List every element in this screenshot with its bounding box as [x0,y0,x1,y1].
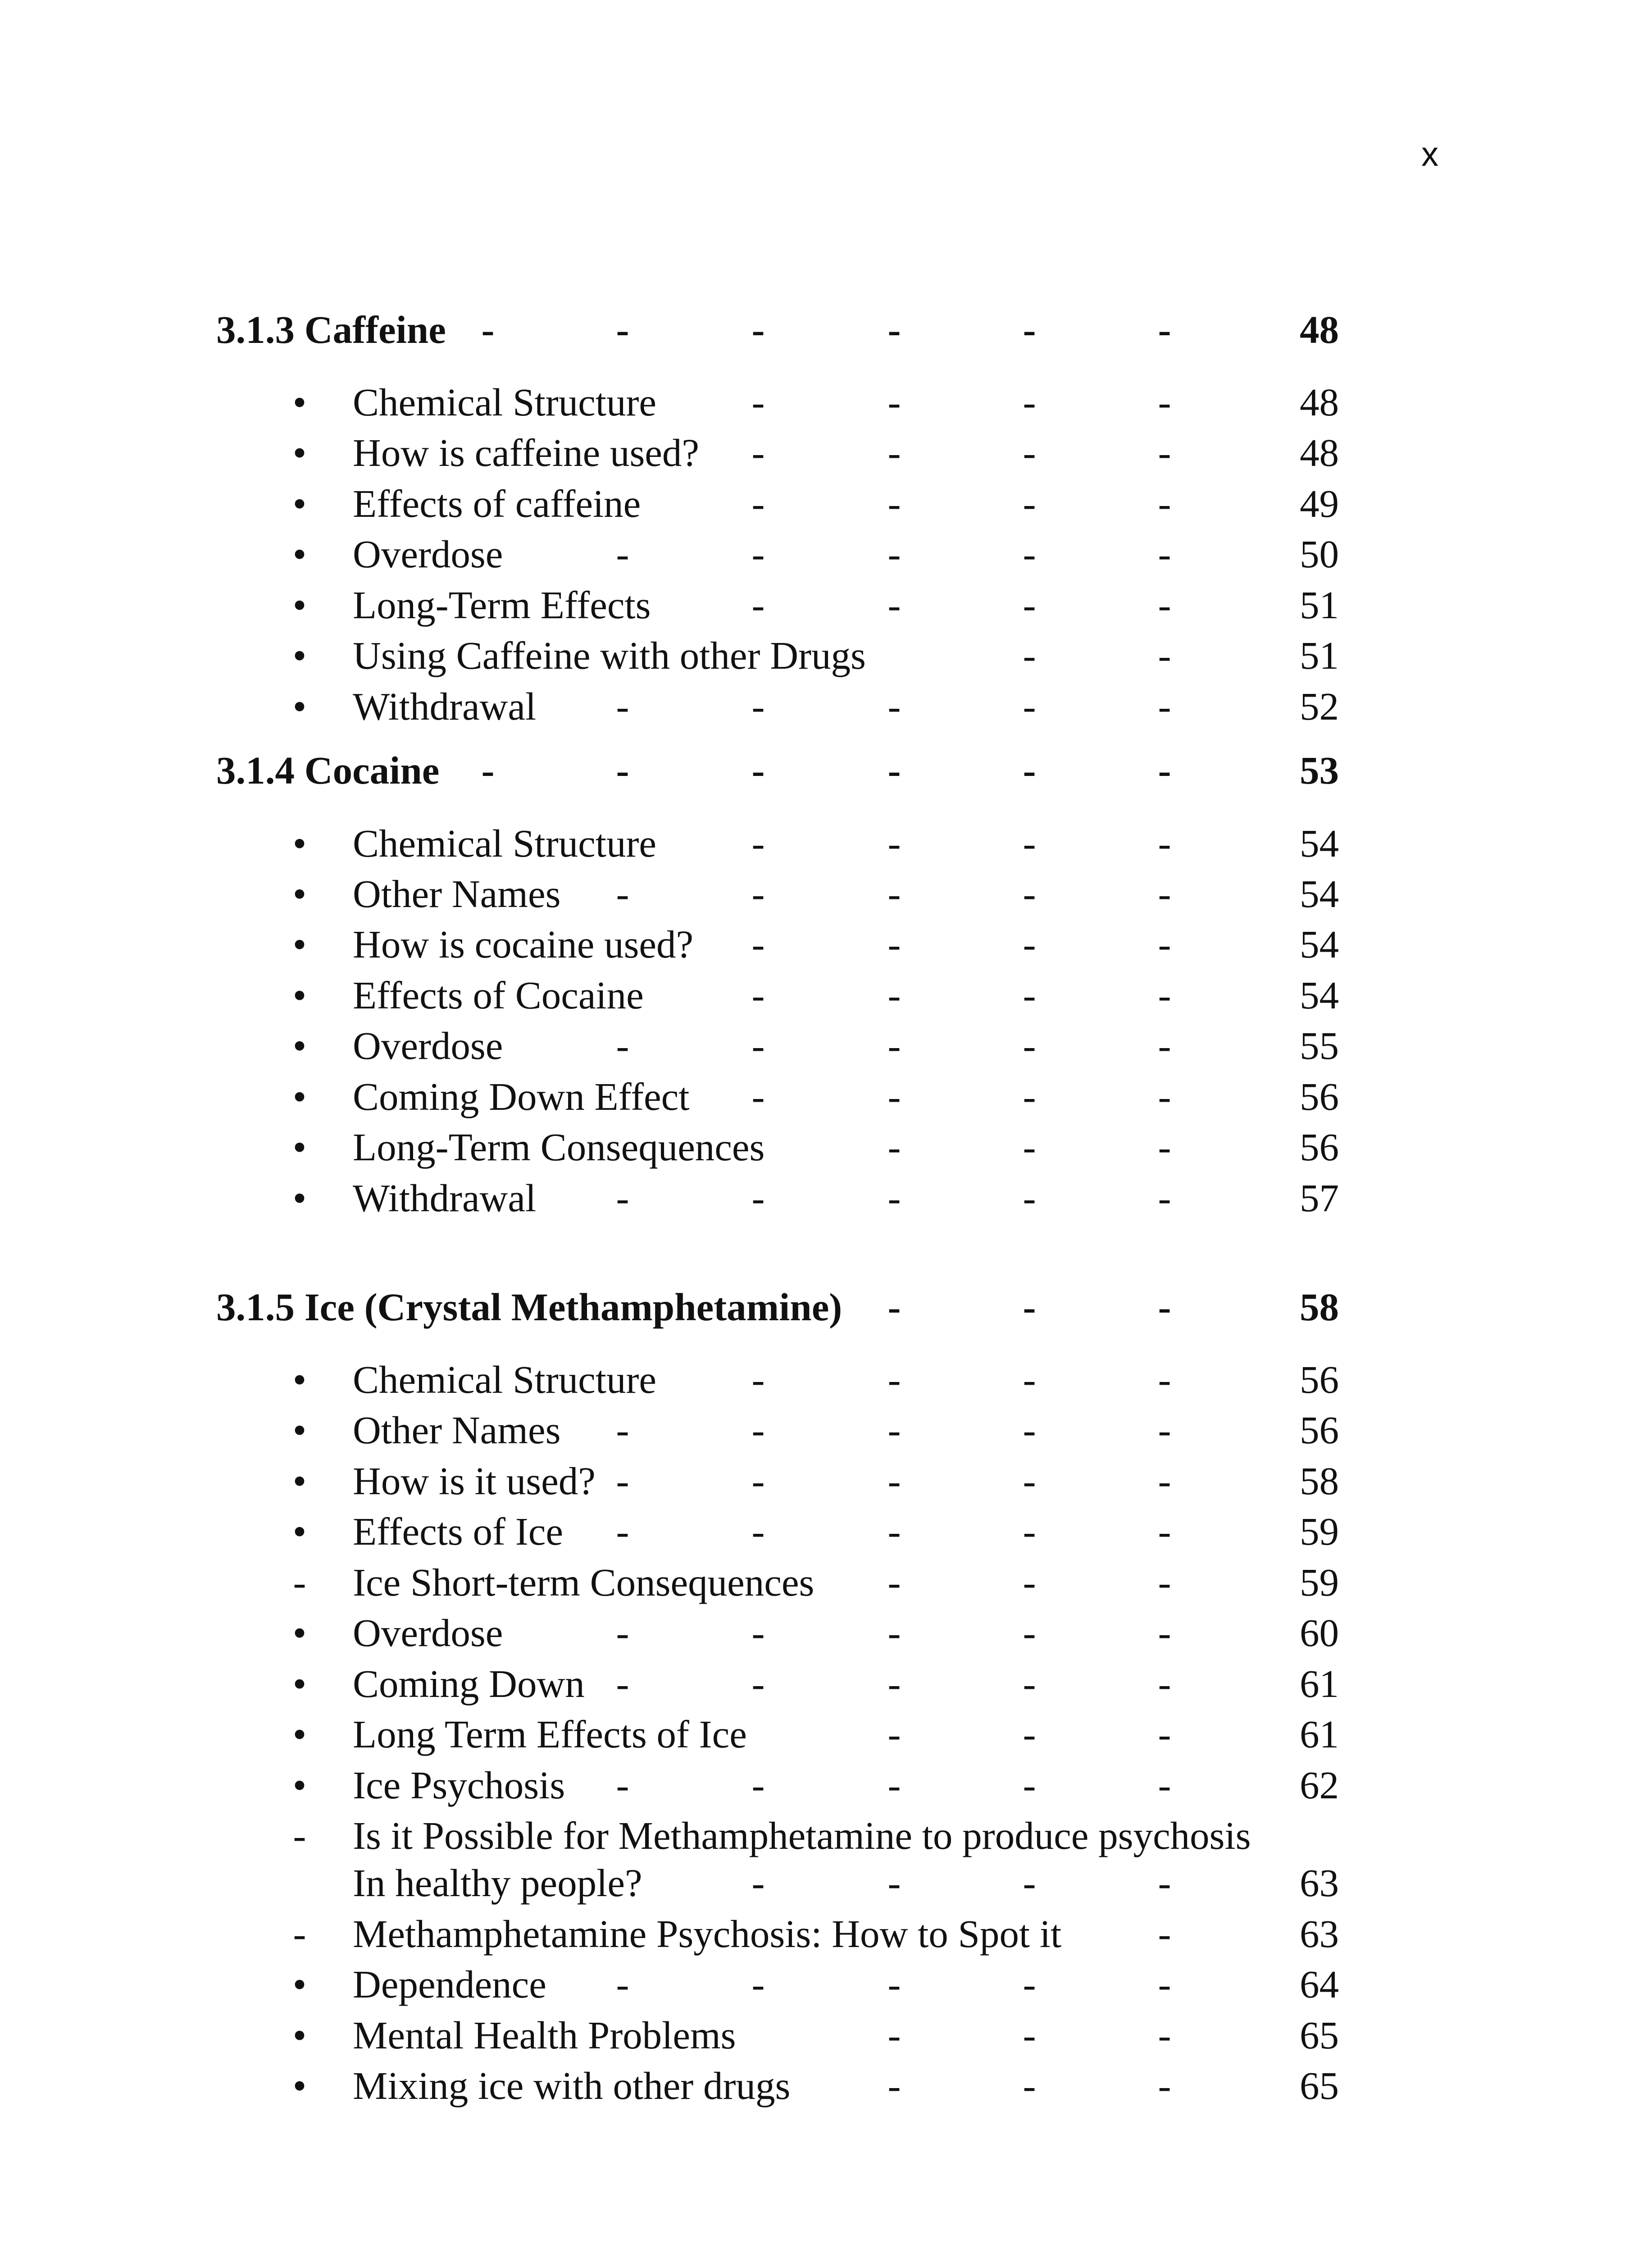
toc-item-row [0,2013,1652,2058]
leader-dash: - [1023,872,1036,916]
leader-dash: - [1023,1662,1036,1706]
leader-dash: - [1023,1763,1036,1807]
toc-item-row [0,633,1652,678]
leader-dash: - [616,1176,629,1220]
bullet-icon: • [292,922,307,966]
leader-dash: - [1158,684,1171,728]
page-ref: 59 [1300,1560,1339,1604]
leader-dash: - [1158,482,1171,525]
toc-item-row [0,380,1652,425]
leader-dash: - [887,1408,901,1452]
toc-item-row [0,1813,1652,1858]
item-title: Mixing ice with other drugs [353,2064,791,2107]
leader-dash: - [1023,2013,1036,2057]
page-ref: 63 [1300,1912,1339,1956]
leader-dash: - [887,922,901,966]
leader-dash: - [1023,583,1036,627]
bullet-icon: • [292,821,307,865]
toc-item-row [0,1712,1652,1757]
toc-item-row [0,821,1652,866]
toc-item-row [0,1610,1652,1656]
toc-item-row [0,1176,1652,1221]
leader-dash: - [1158,1459,1171,1503]
leader-dash: - [887,2013,901,2057]
page-ref: 58 [1300,1285,1339,1329]
leader-dash: - [481,748,495,792]
page-ref: 48 [1300,308,1339,351]
leader-dash: - [1158,1912,1171,1956]
toc-item-row [0,1861,1652,1906]
leader-dash: - [1023,1125,1036,1169]
bullet-icon: • [292,431,307,474]
leader-dash: - [1023,1176,1036,1220]
leader-dash: - [1023,1024,1036,1067]
leader-dash: - [1023,922,1036,966]
item-title: Overdose [353,1611,503,1655]
leader-dash: - [1158,821,1171,865]
item-title: Ice Psychosis [353,1763,565,1807]
leader-dash: - [887,748,901,792]
toc-item-row [0,1509,1652,1554]
page-ref: 64 [1300,1962,1339,2006]
page-ref: 65 [1300,2013,1339,2057]
item-title: Coming Down Effect [353,1075,690,1118]
leader-dash: - [887,1662,901,1706]
leader-dash: - [1023,821,1036,865]
leader-dash: - [1158,1176,1171,1220]
item-title: Coming Down [353,1662,585,1706]
bullet-icon: • [292,532,307,576]
section-title: 3.1.5 Ice (Crystal Methamphetamine) [216,1285,842,1329]
toc-item-row [0,2063,1652,2108]
bullet-icon: • [292,1459,307,1503]
toc-item-row [0,1408,1652,1453]
toc-item-row [0,922,1652,967]
leader-dash: - [616,1459,629,1503]
leader-dash: - [751,482,765,525]
leader-dash: - [751,1611,765,1655]
leader-dash: - [1158,1662,1171,1706]
leader-dash: - [887,532,901,576]
page-ref: 53 [1300,748,1339,792]
bullet-icon: • [292,2064,307,2107]
toc-item-row [0,1125,1652,1170]
leader-dash: - [1023,1962,1036,2006]
leader-dash: - [616,1962,629,2006]
leader-dash: - [751,872,765,916]
leader-dash: - [1023,1408,1036,1452]
leader-dash: - [887,1962,901,2006]
leader-dash: - [1023,634,1036,677]
leader-dash: - [1158,532,1171,576]
leader-dash: - [1158,1560,1171,1604]
leader-dash: - [1158,2064,1171,2107]
leader-dash: - [887,1459,901,1503]
toc-item-row [0,583,1652,628]
page-ref: 58 [1300,1459,1339,1503]
bullet-icon: • [292,1125,307,1169]
item-title: Overdose [353,1024,503,1067]
bullet-icon: • [292,1510,307,1553]
page-ref: 56 [1300,1125,1339,1169]
leader-dash: - [887,482,901,525]
leader-dash: - [887,1285,901,1329]
page-ref: 49 [1300,482,1339,525]
leader-dash: - [1023,532,1036,576]
leader-dash: - [751,748,765,792]
leader-dash: - [887,1510,901,1553]
leader-dash: - [887,821,901,865]
bullet-icon: • [292,872,307,916]
page-ref: 61 [1300,1712,1339,1756]
toc-item-row [0,1074,1652,1119]
bullet-icon: • [292,1712,307,1756]
leader-dash: - [751,532,765,576]
item-title: Long-Term Effects [353,583,651,627]
leader-dash: - [1023,973,1036,1017]
leader-dash: - [751,1459,765,1503]
leader-dash: - [751,1662,765,1706]
leader-dash: - [751,308,765,351]
page-ref: 57 [1300,1176,1339,1220]
section-title: 3.1.3 Caffeine [216,308,446,351]
page-ref: 65 [1300,2064,1339,2107]
bullet-icon: • [292,1611,307,1655]
leader-dash: - [1158,748,1171,792]
leader-dash: - [1158,1861,1171,1905]
leader-dash: - [1158,1358,1171,1401]
leader-dash: - [887,1763,901,1807]
leader-dash: - [887,1075,901,1118]
leader-dash: - [1158,1611,1171,1655]
item-title: Chemical Structure [353,1358,657,1401]
item-title: How is cocaine used? [353,922,694,966]
item-title: Long-Term Consequences [353,1125,765,1169]
toc-item-row [0,1962,1652,2007]
leader-dash: - [1158,872,1171,916]
item-title: How is caffeine used? [353,431,700,474]
leader-dash: - [1158,1408,1171,1452]
item-title: Chemical Structure [353,821,657,865]
toc-item-row [0,1459,1652,1504]
leader-dash: - [751,821,765,865]
leader-dash: - [751,1176,765,1220]
page-ref: 60 [1300,1611,1339,1655]
leader-dash: - [1158,922,1171,966]
toc-item-row [0,1911,1652,1957]
leader-dash: - [1158,1125,1171,1169]
leader-dash: - [887,380,901,424]
leader-dash: - [887,2064,901,2107]
bullet-icon: • [292,973,307,1017]
leader-dash: - [1158,583,1171,627]
toc-item-row [0,430,1652,475]
leader-dash: - [1158,1075,1171,1118]
leader-dash: - [887,1560,901,1604]
page-ref: 56 [1300,1408,1339,1452]
leader-dash: - [1023,1459,1036,1503]
leader-dash: - [887,1125,901,1169]
page-ref: 56 [1300,1358,1339,1401]
leader-dash: - [1023,1611,1036,1655]
item-title: In healthy people? [353,1861,642,1905]
page-ref: 48 [1300,431,1339,474]
leader-dash: - [1023,431,1036,474]
toc-item-row [0,481,1652,526]
page-ref: 48 [1300,380,1339,424]
leader-dash: - [751,922,765,966]
bullet-icon: • [292,1962,307,2006]
leader-dash: - [616,748,629,792]
item-title: Long Term Effects of Ice [353,1712,747,1756]
leader-dash: - [751,1075,765,1118]
item-title: Is it Possible for Methamphetamine to produce psychosis [353,1814,1251,1857]
toc-section-row [0,307,1652,352]
page-ref: 54 [1300,922,1339,966]
item-title: Using Caffeine with other Drugs [353,634,866,677]
page-ref: 50 [1300,532,1339,576]
leader-dash: - [616,872,629,916]
leader-dash: - [1023,308,1036,351]
page-ref: 52 [1300,684,1339,728]
toc-item-row [0,1763,1652,1808]
toc-item-row [0,532,1652,577]
leader-dash: - [616,684,629,728]
toc-item-row [0,684,1652,729]
leader-dash: - [751,684,765,728]
leader-dash: - [887,1712,901,1756]
leader-dash: - [1023,1285,1036,1329]
leader-dash: - [481,308,495,351]
item-title: Mental Health Problems [353,2013,736,2057]
leader-dash: - [1023,1560,1036,1604]
item-title: Chemical Structure [353,380,657,424]
leader-dash: - [1023,748,1036,792]
leader-dash: - [1158,1763,1171,1807]
leader-dash: - [751,1024,765,1067]
leader-dash: - [887,684,901,728]
leader-dash: - [751,973,765,1017]
leader-dash: - [887,1176,901,1220]
leader-dash: - [1023,482,1036,525]
item-title: Dependence [353,1962,546,2006]
leader-dash: - [1158,1024,1171,1067]
leader-dash: - [1023,1712,1036,1756]
toc-item-row [0,973,1652,1018]
leader-dash: - [751,1408,765,1452]
leader-dash: - [1158,308,1171,351]
leader-dash: - [751,1510,765,1553]
bullet-icon: • [292,1075,307,1118]
item-title: Overdose [353,532,503,576]
leader-dash: - [1023,380,1036,424]
leader-dash: - [616,1611,629,1655]
leader-dash: - [1023,1861,1036,1905]
leader-dash: - [1158,1285,1171,1329]
leader-dash: - [1023,1358,1036,1401]
toc-item-row [0,1661,1652,1706]
leader-dash: - [887,308,901,351]
leader-dash: - [1023,1510,1036,1553]
leader-dash: - [1158,431,1171,474]
bullet-icon: • [292,1763,307,1807]
page-ref: 63 [1300,1861,1339,1905]
item-title: How is it used? [353,1459,596,1503]
leader-dash: - [887,973,901,1017]
leader-dash: - [751,1358,765,1401]
page-ref: 55 [1300,1024,1339,1067]
leader-dash: - [1158,2013,1171,2057]
leader-dash: - [1023,684,1036,728]
toc-item-row [0,1560,1652,1605]
leader-dash: - [887,1861,901,1905]
leader-dash: - [887,431,901,474]
toc-section-row [0,748,1652,793]
leader-dash: - [751,1861,765,1905]
leader-dash: - [1023,1075,1036,1118]
bullet-icon: • [292,1662,307,1706]
item-title: Methamphetamine Psychosis: How to Spot it [353,1912,1062,1956]
bullet-icon: • [292,634,307,677]
page-ref: 54 [1300,872,1339,916]
page-ref: 54 [1300,821,1339,865]
page-ref: 51 [1300,583,1339,627]
leader-dash: - [1158,1962,1171,2006]
leader-dash: - [887,1024,901,1067]
item-title: Other Names [353,872,561,916]
page-ref: 62 [1300,1763,1339,1807]
leader-dash: - [1158,634,1171,677]
page-number: x [1421,135,1438,173]
item-title: Withdrawal [353,1176,537,1220]
list-marker: - [293,1912,306,1956]
item-title: Other Names [353,1408,561,1452]
bullet-icon: • [292,684,307,728]
page-ref: 56 [1300,1075,1339,1118]
page-ref: 61 [1300,1662,1339,1706]
list-marker: - [293,1560,306,1604]
bullet-icon: • [292,1358,307,1401]
toc-item-row [0,1357,1652,1402]
leader-dash: - [751,583,765,627]
leader-dash: - [751,431,765,474]
leader-dash: - [616,1510,629,1553]
leader-dash: - [751,1962,765,2006]
toc-item-row [0,1023,1652,1068]
leader-dash: - [887,1358,901,1401]
leader-dash: - [616,1763,629,1807]
leader-dash: - [1023,2064,1036,2107]
leader-dash: - [887,1611,901,1655]
bullet-icon: • [292,1408,307,1452]
leader-dash: - [887,583,901,627]
item-title: Withdrawal [353,684,537,728]
item-title: Effects of Cocaine [353,973,644,1017]
page-ref: 51 [1300,634,1339,677]
toc-item-row [0,871,1652,917]
leader-dash: - [616,1408,629,1452]
page-ref: 59 [1300,1510,1339,1553]
bullet-icon: • [292,380,307,424]
leader-dash: - [616,1024,629,1067]
item-title: Effects of Ice [353,1510,563,1553]
section-title: 3.1.4 Cocaine [216,748,440,792]
leader-dash: - [751,1763,765,1807]
toc-section-row [0,1285,1652,1330]
item-title: Effects of caffeine [353,482,641,525]
leader-dash: - [1158,1712,1171,1756]
leader-dash: - [616,1662,629,1706]
leader-dash: - [1158,1510,1171,1553]
bullet-icon: • [292,2013,307,2057]
list-marker: - [293,1814,306,1857]
bullet-icon: • [292,1024,307,1067]
bullet-icon: • [292,1176,307,1220]
page-ref: 54 [1300,973,1339,1017]
leader-dash: - [616,308,629,351]
leader-dash: - [1158,380,1171,424]
leader-dash: - [616,532,629,576]
bullet-icon: • [292,583,307,627]
leader-dash: - [887,872,901,916]
leader-dash: - [1158,973,1171,1017]
bullet-icon: • [292,482,307,525]
leader-dash: - [751,380,765,424]
item-title: Ice Short-term Consequences [353,1560,815,1604]
